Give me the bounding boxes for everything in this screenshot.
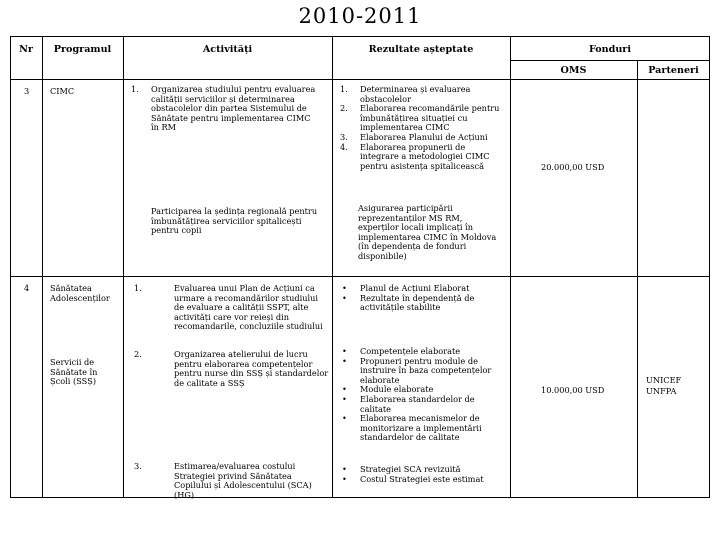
row4-results-b	[342, 347, 502, 443]
header-oms: OMS	[560, 65, 587, 76]
activity-text: Estimarea/evaluarea costului Strategiei privind Sănătatea Copilului și Adolescentului (SCA) (HG)	[174, 461, 312, 500]
row3-program: CIMC	[50, 86, 75, 96]
activity-number: 1.	[134, 283, 142, 293]
row-divider	[10, 79, 710, 80]
col-divider	[42, 36, 43, 498]
row4-oms-amount: 10.000,00 USD	[541, 385, 605, 395]
row3-nr: 3	[24, 86, 30, 96]
header-nr: Nr	[19, 44, 33, 55]
page-title: 2010-2011	[298, 4, 422, 28]
activity-text: Organizarea studiului pentru evaluarea calității serviciilor și determinarea obstacolelor din partea Sistemului de Sănătate pentru implementarea CIMC în RM	[151, 84, 316, 133]
list-item: • Rezultate în dependență de activitățile stabilite	[342, 294, 502, 313]
activity-number: 3.	[134, 461, 142, 471]
header-parteneri: Parteneri	[648, 65, 699, 76]
row3-activity-1	[131, 85, 321, 133]
col-divider	[332, 36, 333, 498]
list-item: • Costul Strategiei este estimat	[342, 475, 502, 485]
row4-nr: 4	[24, 283, 30, 293]
activity-text: Organizarea atelierului de lucru pentru elaborarea competențelor pentru nurse din SSȘ și standardelor de calitate a SSȘ	[174, 349, 329, 388]
activity-number: 2.	[134, 349, 142, 359]
row4-results-c	[342, 465, 502, 484]
header-fonduri: Fonduri	[588, 44, 632, 55]
row4-partner-1: UNICEF	[646, 375, 682, 385]
row-divider	[510, 60, 710, 61]
header-programul: Programul	[53, 44, 112, 55]
row4-partner-2: UNFPA	[646, 386, 677, 396]
activity-number: 1.	[131, 84, 139, 94]
list-item: • Elaborarea mecanismelor de monitorizare a implementării standardelor de calitate	[342, 414, 502, 443]
list-item: • Module elaborate	[342, 385, 502, 395]
result-number: 1.	[340, 84, 348, 94]
row4-program-2: Servicii de Sănătate în Școli (SSȘ)	[50, 357, 98, 387]
activity-text: Evaluarea unui Plan de Acțiuni ca urmare a recomandărilor studiului de evaluare a calității SSPT, alte activități care vor reieși din recomandarile, concluziile studiului	[174, 283, 323, 332]
row4-results-a	[342, 284, 502, 313]
col-divider	[510, 36, 511, 498]
activity-text: Participarea la ședința regională pentru îmbunătățirea serviciilor spitalicești pentru copii	[151, 206, 318, 236]
row4-activity-2	[134, 350, 330, 388]
col-divider	[637, 60, 638, 498]
list-item: • Elaborarea standardelor de calitate	[342, 395, 502, 414]
list-item: • Propuneri pentru module de instruire în baza competențelor elaborate	[342, 357, 502, 386]
result-text: Elaborarea recomandările pentru îmbunătățirea situației cu implementarea CIMC	[360, 103, 500, 133]
list-item: • Planul de Acțiuni Elaborat	[342, 284, 502, 294]
list-item: • Strategiei SCA revizuită	[342, 465, 502, 475]
row4-activity-3	[134, 462, 330, 500]
list-item: • Competențele elaborate	[342, 347, 502, 357]
row3-activity-2	[151, 207, 326, 236]
result-text: Elaborarea Planului de Acțiuni	[360, 131, 488, 142]
header-activitati: Activități	[202, 44, 253, 55]
result-text: Elaborarea propunerii de integrare a metodologiei CIMC pentru asistența spitalicească	[360, 141, 490, 171]
result-number: 4.	[340, 141, 348, 152]
result-number: 2.	[340, 103, 348, 114]
header-rezultate: Rezultate așteptate	[368, 44, 474, 55]
row4-activity-1	[134, 284, 330, 332]
result-text: Determinarea și evaluarea obstacolelor	[360, 84, 471, 104]
row-divider	[10, 276, 710, 277]
row3-results	[340, 85, 502, 171]
col-divider	[123, 36, 124, 498]
row3-results-2: Asigurarea participării reprezentanților MS RM, experților locali implicați în implementarea CIMC în Moldova (în dependența de fonduri disponibile)	[358, 203, 497, 261]
row4-program: Sănătatea Adolescenților	[50, 283, 110, 303]
result-number: 3.	[340, 131, 348, 142]
row3-oms-amount: 20.000,00 USD	[541, 162, 605, 172]
